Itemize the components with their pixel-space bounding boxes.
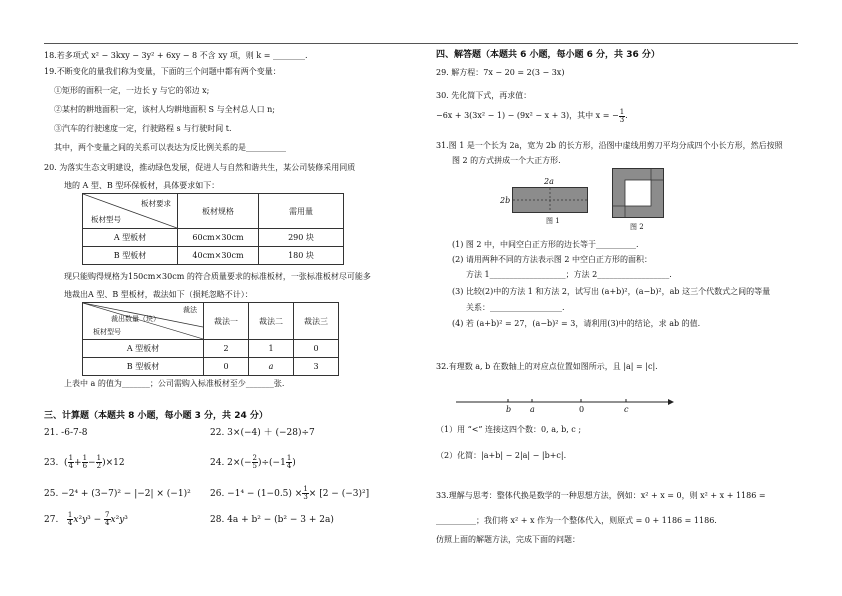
table2-cell: 0 xyxy=(204,358,249,376)
question-23: 23. ( $\frac{1}{4}$ + $\frac{1}{6}$ − $\frac{1}{2}$ )×12 xyxy=(44,454,125,470)
axis-label-c: c xyxy=(624,405,629,414)
figure-1-rectangle xyxy=(512,187,588,213)
figure-2-caption: 图 2 xyxy=(630,223,644,231)
question-31-line-1: 31.图 1 是一个长为 2a，宽为 2b 的长方形，沿图中虚线用剪刀平均分成四个小长方形，然后按照 xyxy=(436,141,783,150)
question-24: 24. 2×(− $\frac{2}{5}$ )÷(−1 $\frac{1}{4}$ ) xyxy=(210,454,296,470)
table2-header-method-1: 裁法一 xyxy=(204,303,249,340)
figure-2-square xyxy=(612,168,664,218)
table2-row-name: B 型板材 xyxy=(83,358,204,376)
axis-label-b: b xyxy=(506,405,512,414)
table1-row-name: B 型板材 xyxy=(83,247,178,265)
table1-header-spec: 板材规格 xyxy=(178,194,259,229)
question-20-mid-2: 地裁出A 型、B 型板材，裁法如下（损耗忽略不计）： xyxy=(64,290,253,299)
board-requirements-table xyxy=(82,193,344,265)
table1-corner-cell: 板材要求 板材型号 xyxy=(83,194,178,229)
table1-row-spec: 40cm×30cm xyxy=(178,247,259,265)
question-31-part-2: (2) 请用两种不同的方法表示图 2 中空白正方形的面积： xyxy=(452,255,653,264)
question-32-part-1: （1）用 “<” 连接这四个数：0, a, b, c ; xyxy=(436,425,582,434)
header-rule xyxy=(44,43,798,44)
table2-header-method-3: 裁法三 xyxy=(294,303,339,340)
axis-label-a: a xyxy=(530,405,535,414)
question-28: 28. 4a + b² − (b² − 3 + 2a) xyxy=(210,515,334,525)
question-31-part-4: (4) 若 (a+b)² = 27，(a−b)² = 3，请利用(3)中的结论，求 ab 的值. xyxy=(452,319,701,328)
question-19-item-3: ③汽车的行驶速度一定，行驶路程 s 与行驶时间 t. xyxy=(54,124,232,133)
table1-row-name: A 型板材 xyxy=(83,229,178,247)
question-20-intro-1: 20. 为落实生态文明建设，推动绿色发展，促进人与自然和谐共生，某公司装修采用同质 xyxy=(44,163,356,172)
table2-cell: a xyxy=(249,358,294,376)
figure-1-left-label: 2b xyxy=(500,196,511,205)
table2-cell: 1 xyxy=(249,340,294,358)
question-19-item-2: ②某村的耕地面积一定，该村人均耕地面积 S 与全村总人口 n; xyxy=(54,105,275,114)
question-20-ask: 上表中 a 的值为_______；公司需购入标准板材至少_______张. xyxy=(64,379,285,388)
figure-1-caption: 图 1 xyxy=(546,217,560,225)
number-line xyxy=(456,396,674,408)
question-29: 29. 解方程：7x − 20 = 2(3 − 3x) xyxy=(436,68,565,77)
question-25: 25. −2⁴ + (3−7)² − |−2| × (−1)² xyxy=(44,489,191,499)
table2-header-method-2: 裁法二 xyxy=(249,303,294,340)
question-30-expression: −6x + 3(3x² − 1) − (9x² − x + 3)，其中 x = − $\frac{1}{3}$ . xyxy=(436,107,628,124)
table2-corner-cell: 裁法 裁出数量（块） 板材型号 xyxy=(83,303,204,340)
question-31-part-1: (1) 图 2 中，中间空白正方形的边长等于__________. xyxy=(452,240,639,249)
question-30: 30. 先化简下式，再求值： xyxy=(436,91,532,100)
question-33-line-1: 33.理解与思考：整体代换是数学的一种思想方法，例如：x² + x = 0，则 x² + x + 1186 = xyxy=(436,491,766,500)
question-27: 27. $\frac{1}{4}$ x²y³ − $\frac{7}{4}$ x²y³ xyxy=(44,511,128,527)
table2-row-name: A 型板材 xyxy=(83,340,204,358)
question-31-part-3: (3) 比较(2)中的方法 1 和方法 2，试写出 (a+b)²，(a−b)²，ab 这三个代数式之间的等量 xyxy=(452,287,771,296)
table1-header-need: 需用量 xyxy=(259,194,344,229)
question-26: 26. −1⁴ − (1−0.5) × $\frac{1}{3}$ × [2 − (−3)²] xyxy=(210,485,370,501)
question-33-line-3: 仿照上面的解题方法，完成下面的问题： xyxy=(436,535,580,544)
question-21: 21. -6-7-8 xyxy=(44,428,88,438)
table1-row-need: 290 块 xyxy=(259,229,344,247)
question-31-line-2: 图 2 的方式拼成一个大正方形. xyxy=(452,156,561,165)
table2-cell: 2 xyxy=(204,340,249,358)
question-19-intro: 19.不断变化的量我们称为变量，下面的三个问题中都有两个变量： xyxy=(44,67,281,76)
question-20-mid-1: 现只能购得规格为150cm×30cm 的符合质量要求的标准板材，一张标准板材尽可能多 xyxy=(64,272,371,281)
table2-cell: 3 xyxy=(294,358,339,376)
question-20-intro-2: 地的 A 型、B 型环保板材，具体要求如下： xyxy=(64,181,220,190)
cutting-methods-table xyxy=(82,302,339,376)
question-22: 22. 3×(−4) ＋ (−28)÷7 xyxy=(210,428,315,438)
question-33-line-2: __________；我们将 x² + x 作为一个整体代入，则原式 = 0 + 1186 = 1186. xyxy=(436,516,717,525)
axis-label-zero: 0 xyxy=(579,405,585,414)
question-19-ask: 其中，两个变量之间的关系可以表达为反比例关系的是__________ xyxy=(54,143,286,152)
table1-row-need: 180 块 xyxy=(259,247,344,265)
question-31-part-3-relation: 关系：__________________. xyxy=(466,303,565,312)
question-18: 18.若多项式 x² − 3kxy − 3y² + 6xy − 8 不含 xy 项，则 k = ________. xyxy=(44,51,308,60)
section-3-title: 三、计算题（本题共 8 小题，每小题 3 分，共 24 分） xyxy=(44,411,268,421)
question-31-part-2-methods: 方法 1___________________；方法 2__________________. xyxy=(466,270,672,279)
question-19-item-1: ①矩形的面积一定，一边长 y 与它的邻边 x; xyxy=(54,86,210,95)
figure-1-top-label: 2a xyxy=(544,177,554,186)
section-4-title: 四、解答题（本题共 6 小题，每小题 6 分，共 36 分） xyxy=(436,50,660,60)
question-32: 32.有理数 a, b 在数轴上的对应点位置如图所示，且 |a| = |c|. xyxy=(436,362,658,371)
table1-row-spec: 60cm×30cm xyxy=(178,229,259,247)
table2-cell: 0 xyxy=(294,340,339,358)
question-32-part-2: （2）化简：|a+b| − 2|a| − |b+c|. xyxy=(436,451,567,460)
